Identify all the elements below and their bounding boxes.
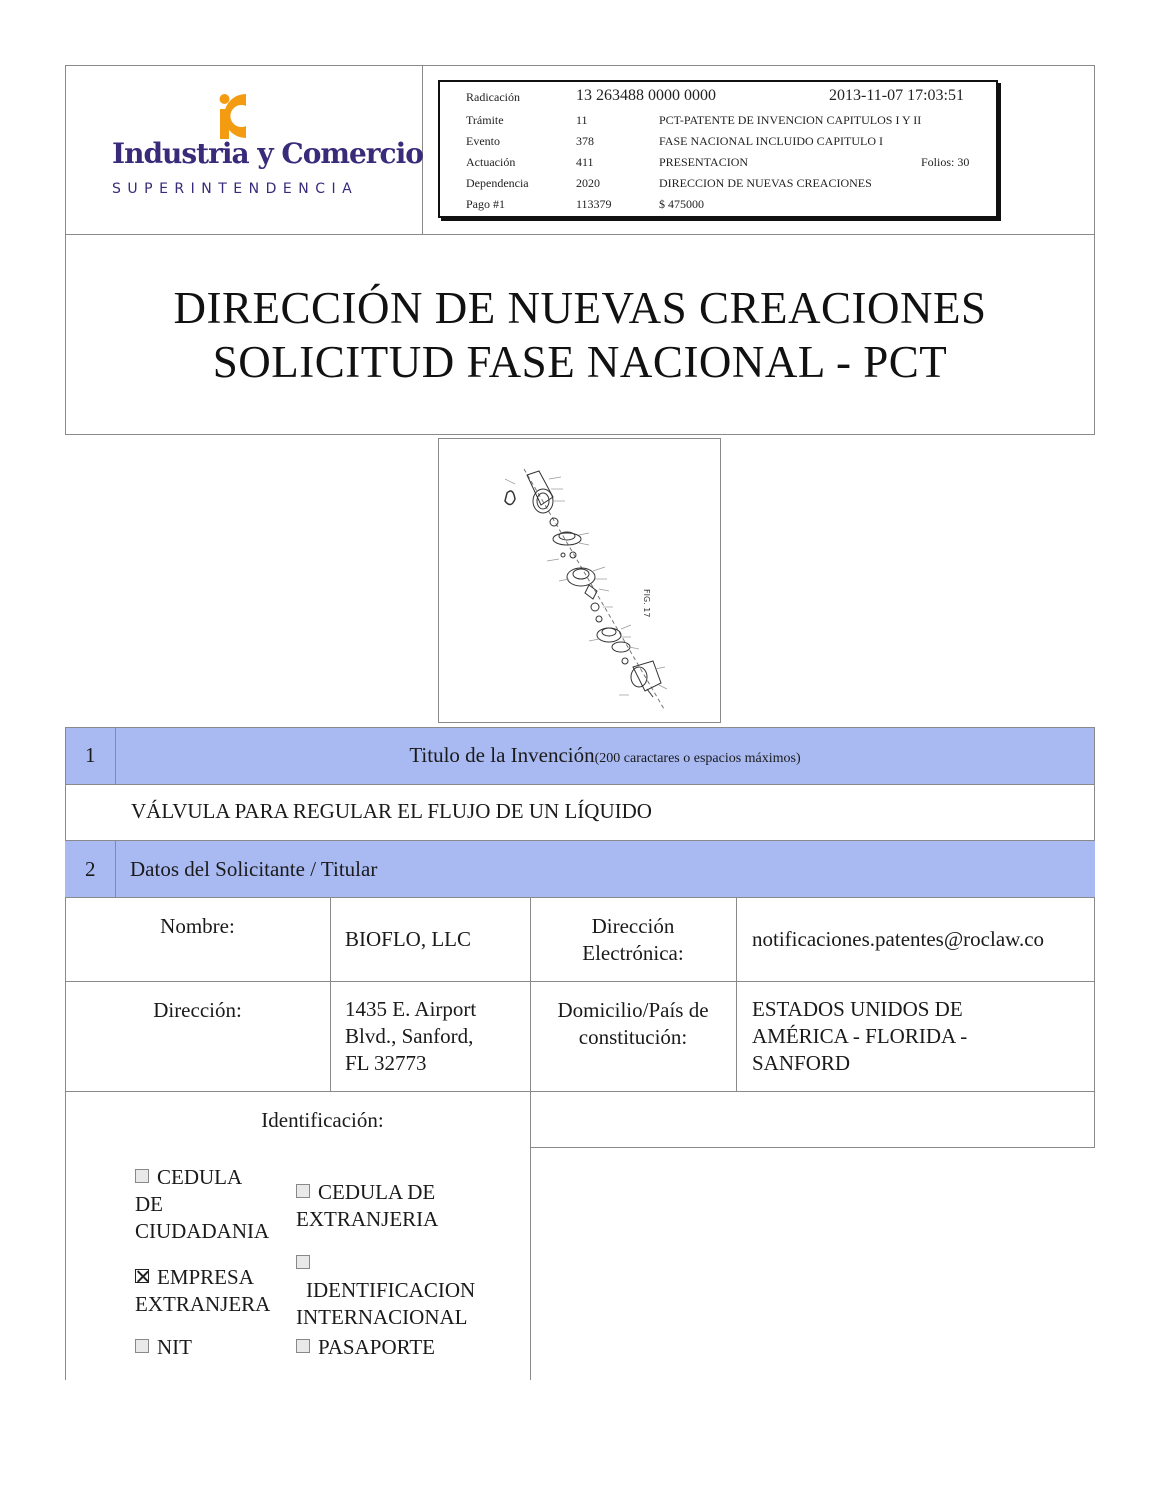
- stamp-row-code: 378: [576, 134, 594, 148]
- option-label: INTERNACIONAL: [296, 1305, 468, 1329]
- option-label: NIT: [157, 1335, 192, 1359]
- domicilio-line2: AMÉRICA - FLORIDA -: [752, 1024, 968, 1048]
- stamp-row-code: 2020: [576, 176, 600, 190]
- rule: [65, 897, 1095, 898]
- domicilio-label-line1: Domicilio/País de: [557, 998, 709, 1022]
- direccion-line2: Blvd., Sanford,: [345, 1024, 474, 1048]
- logo-name-part2: y: [257, 137, 273, 170]
- rule: [530, 897, 531, 1380]
- section1-number: 1: [85, 743, 96, 767]
- domicilio-line1: ESTADOS UNIDOS DE: [752, 997, 963, 1021]
- rule: [115, 841, 116, 897]
- page-title-line1: DIRECCIÓN DE NUEVAS CREACIONES: [173, 283, 987, 333]
- stamp-row-code: 11: [576, 113, 588, 127]
- email-label-line2: Electrónica:: [582, 941, 684, 965]
- direccion-label: Dirección:: [153, 998, 242, 1022]
- stamp-row-desc: PCT-PATENTE DE INVENCION CAPITULOS I Y II: [659, 113, 922, 127]
- stamp-row-code: 113379: [576, 197, 612, 211]
- option-label: DE: [135, 1192, 163, 1216]
- option-label: IDENTIFICACION: [306, 1278, 476, 1302]
- stamp-datetime: 2013-11-07 17:03:51: [829, 87, 964, 104]
- stamp-row-label: Dependencia: [466, 176, 529, 190]
- checkbox-pasaporte[interactable]: [296, 1339, 310, 1353]
- option-identificacion-internacional[interactable]: [296, 1250, 475, 1331]
- option-pasaporte[interactable]: [296, 1334, 435, 1361]
- stamp-row-desc: DIRECCION DE NUEVAS CREACIONES: [659, 176, 872, 190]
- option-label: EXTRANJERA: [135, 1292, 271, 1316]
- stamp-row-desc: $ 475000: [659, 197, 704, 211]
- domicilio-line3: SANFORD: [752, 1051, 851, 1075]
- stamp-folios: Folios: 30: [921, 155, 970, 169]
- option-label: CEDULA DE: [318, 1180, 436, 1204]
- option-cedula-extranjeria[interactable]: [296, 1179, 438, 1233]
- rule: [65, 981, 1095, 982]
- option-label: EMPRESA: [157, 1265, 254, 1289]
- logo-name-part3: Comercio: [281, 137, 423, 170]
- domicilio-label-line2: constitución:: [578, 1025, 688, 1049]
- section2-heading: Datos del Solicitante / Titular: [130, 857, 378, 881]
- email-value: notificaciones.patentes@roclaw.co: [752, 927, 1045, 951]
- option-empresa-extranjera[interactable]: [135, 1264, 270, 1318]
- option-label: PASAPORTE: [318, 1335, 436, 1359]
- stamp-radicacion-label: Radicación: [466, 90, 520, 104]
- identificacion-label: Identificación:: [261, 1108, 384, 1132]
- nombre-value: BIOFLO, LLC: [345, 927, 471, 951]
- stamp-radicacion-value: 13 263488 0000 0000: [576, 87, 716, 104]
- section2-number: 2: [85, 857, 96, 881]
- logo-name-part1: Industria: [112, 137, 249, 170]
- page-title-line2: SOLICITUD FASE NACIONAL - PCT: [212, 337, 948, 387]
- stamp-row-code: 411: [576, 155, 594, 169]
- ic-logo-icon: [200, 88, 270, 144]
- checkbox-nit[interactable]: [135, 1339, 149, 1353]
- checkbox-cedula-extranjeria[interactable]: [296, 1184, 310, 1198]
- option-nit[interactable]: [135, 1334, 192, 1361]
- checkbox-empresa-extranjera[interactable]: [135, 1269, 149, 1283]
- invention-drawing-frame: [438, 438, 721, 723]
- option-label: EXTRANJERIA: [296, 1207, 439, 1231]
- option-cedula-ciudadania[interactable]: [135, 1164, 269, 1245]
- section1-heading: [115, 742, 1095, 772]
- logo-subtitle: SUPERINTENDENCIA: [112, 181, 359, 197]
- rule: [330, 897, 331, 1092]
- option-label: CEDULA: [157, 1165, 243, 1189]
- stamp-row-desc: FASE NACIONAL INCLUIDO CAPITULO I: [659, 134, 883, 148]
- email-label-line1: Dirección: [591, 914, 675, 938]
- figure-label: FIG. 17: [642, 589, 651, 618]
- rule: [736, 897, 737, 1092]
- checkbox-cedula-ciudadania[interactable]: [135, 1169, 149, 1183]
- email-label: [530, 913, 736, 967]
- rule: [65, 840, 1095, 841]
- rule: [1094, 727, 1095, 1148]
- option-label: CIUDADANIA: [135, 1219, 270, 1243]
- rule: [65, 727, 66, 1380]
- domicilio-label: [530, 997, 736, 1051]
- stamp-row-label: Pago #1: [466, 197, 505, 211]
- stamp-row-label: Evento: [466, 134, 500, 148]
- rule: [65, 727, 1095, 728]
- nombre-label: Nombre:: [160, 914, 235, 938]
- section1-heading-text: Titulo de la Invención: [409, 743, 595, 767]
- rule: [65, 1091, 1095, 1092]
- stamp-row-desc: PRESENTACION: [659, 155, 749, 169]
- section1-heading-note: (200 caractares o espacios máximos): [594, 751, 801, 766]
- domicilio-value: [752, 996, 967, 1077]
- checkbox-identificacion-internacional[interactable]: [296, 1255, 310, 1269]
- exploded-valve-drawing: [439, 439, 720, 722]
- invention-title-value: VÁLVULA PARA REGULAR EL FLUJO DE UN LÍQUIDO: [131, 799, 652, 823]
- direccion-line1: 1435 E. Airport: [345, 997, 477, 1021]
- rule: [65, 784, 1095, 785]
- filing-stamp: [438, 80, 998, 218]
- rule: [530, 1147, 1095, 1148]
- stamp-row-label: Trámite: [466, 113, 504, 127]
- direccion-value: [345, 996, 476, 1077]
- stamp-row-label: Actuación: [466, 155, 516, 169]
- direccion-line3: FL 32773: [345, 1051, 427, 1075]
- logo-name: [112, 137, 423, 170]
